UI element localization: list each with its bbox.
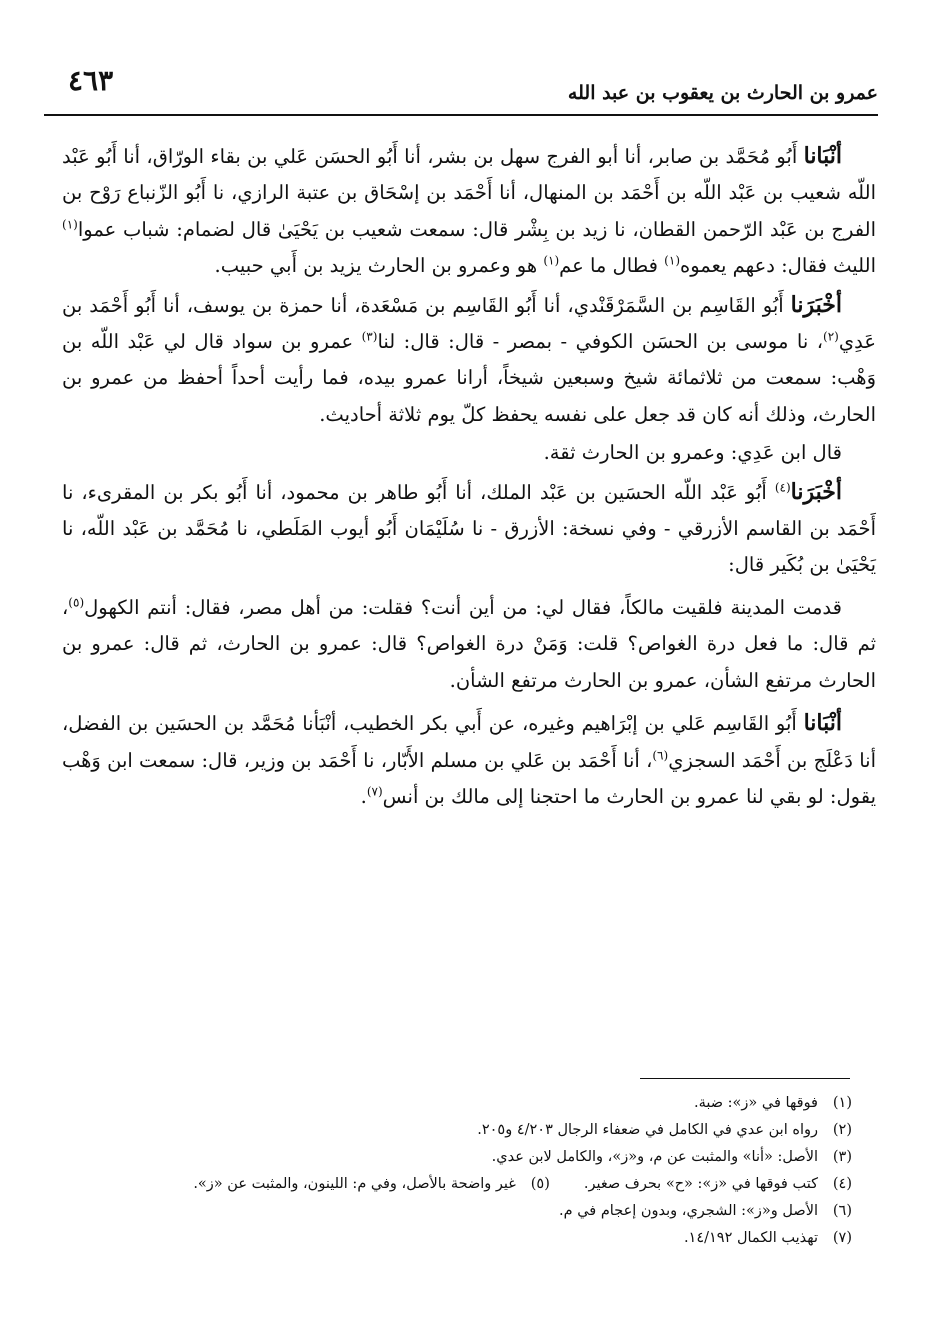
footnote-row: [40, 1171, 852, 1198]
footnote: [684, 1225, 852, 1252]
paragraph-text: .: [360, 784, 367, 808]
footnote: [694, 1090, 852, 1117]
page-header: [44, 58, 878, 116]
paragraph-lead: أخْبَرَنا: [790, 291, 842, 318]
footnote-ref: (١): [664, 253, 680, 268]
footnote-number: (٧): [832, 1230, 852, 1246]
footnote-ref: (١): [543, 253, 560, 268]
paragraph: [62, 705, 876, 815]
footnote: [477, 1117, 852, 1144]
paragraph-text: ، ثم قال: ما فعل درة الغواص؟ قلت: وَمَنْ درة الغواص؟ قال: عمرو بن الحارث، ثم قال: عمرو بن الحارث مرتفع الشأن، عمرو بن الحارث مرتفع الشأن.: [62, 595, 876, 692]
footnote-text: تهذيب الكمال ١٤/١٩٢.: [683, 1230, 818, 1246]
footnote-number: (٤): [832, 1176, 852, 1192]
paragraph: [62, 435, 876, 471]
footnote-row: [40, 1117, 852, 1144]
footnote-ref: (٥): [68, 595, 85, 610]
page-number: ٤٦٣: [68, 64, 114, 97]
footnote-text: كتب فوقها في «ز»: «ح» بحرف صغير.: [583, 1176, 818, 1192]
paragraph-text: أَبُو عَبْد اللّه الحسَين بن عَبْد الملك، أنا أَبُو طاهر بن محمود، أنا أَبُو بكر بن المقرىء، نا أَحْمَد بن القاسم الأزرقي - وفي نسخة: الأزرق - نا سُلَيْمَان أَبُو أيوب المَلَطي، نا مُحَمَّد بن عَبْد اللّه، نا يَحْيَىٰ بن بُكَير قال:: [62, 480, 876, 577]
footnote: [492, 1144, 852, 1171]
paragraph-text: أَبُو مُحَمَّد بن صابر، أنا أبو الفرج سهل بن بشر، أنا أَبُو الحسَن عَلي بن بقاء الورّاق، أنا أَبُو عَبْد اللّه شعيب بن عَبْد اللّه بن أَحْمَد بن المنهال، أنا أَحْمَد بن إسْحَاق بن عتبة الرازي، نا أَبُو الزّنباع رَوْح بن الفرج بن عَبْد الرّحمن القطان، نا زيد بن بِشْر قال: سمعت شعيب بن يَحْيَىٰ قال لضمام: شباب عموا: [62, 145, 876, 241]
paragraph-text: الليث فقال: دعهم يعموه: [680, 254, 876, 278]
footnote-ref: (٣): [361, 329, 378, 344]
paragraph: [62, 287, 876, 434]
footnote-number: (٦): [832, 1203, 852, 1219]
paragraph-lead: أخْبَرَنا: [790, 478, 842, 505]
footnote-row: [40, 1090, 852, 1117]
footnote: [584, 1171, 852, 1198]
footnote-divider: [640, 1078, 850, 1079]
footnote: [559, 1198, 852, 1225]
footnote-number: (١): [832, 1095, 852, 1111]
footnote-ref: (٢): [823, 329, 839, 344]
paragraph-lead: أنْبَانا: [803, 143, 843, 169]
footnote-ref: (٦): [652, 748, 669, 762]
footnote-row: [40, 1225, 852, 1252]
footnotes: [40, 1090, 852, 1252]
paragraph-text: ، أنا أَحْمَد بن عَلي بن مسلم الأَبّار، نا أَحْمَد بن وزير، قال: سمعت ابن وَهْب يقول: لو بقي لنا عمرو بن الحارث ما احتجنا إلى مالك بن أنس: [62, 748, 876, 808]
paragraph-text: هو وعمرو بن الحارث يزيد بن أَبي حبيب.: [214, 254, 544, 278]
footnote-number: (٢): [832, 1122, 852, 1138]
running-title: عمرو بن الحارث بن يعقوب بن عبد الله: [567, 82, 878, 104]
footnote-text: رواه ابن عدي في الكامل في ضعفاء الرجال ٤/٢٠٣ و٢٠٥.: [477, 1122, 818, 1138]
footnote-ref: (٧): [366, 784, 383, 799]
footnote-text: غير واضحة بالأصل، وفي م: اللينون، والمثبت عن «ز».: [193, 1176, 516, 1192]
paragraph-text: أَبُو القَاسِم بن السَّمَرْقَنْدي، أنا أَبُو القَاسِم بن مَسْعَدة، أنا حمزة بن يوسف، أنا أَبُو أَحْمَد بن عَدِي: [62, 293, 876, 354]
footnote-row: [40, 1144, 852, 1171]
paragraph-lead: أنْبَانا: [803, 710, 842, 737]
paragraph-text: ، نا موسى بن الحسَن الكوفي - بمصر - قال: قال: لنا: [377, 330, 824, 354]
paragraph-text: قال ابن عَدِي: وعمرو بن الحارث ثقة.: [543, 441, 842, 465]
footnote-number: (٥): [530, 1176, 550, 1192]
paragraph: [62, 138, 876, 285]
footnote: [193, 1171, 550, 1198]
paragraph: [62, 590, 876, 699]
footnote-text: الأصل و«ز»: الشجري، وبدون إعجام في م.: [559, 1203, 818, 1219]
paragraph-text: قدمت المدينة فلقيت مالكاً، فقال لي: من أين أنت؟ فقلت: من أهل مصر، فقال: أنتم الكهول: [84, 595, 842, 619]
footnote-number: (٣): [832, 1149, 852, 1165]
paragraph-text: فطال ما عم: [559, 254, 665, 278]
footnote-row: [40, 1198, 852, 1225]
footnote-ref: (١): [62, 217, 78, 232]
paragraph-text: أَبُو القَاسِم عَلي بن إبْرَاهيم وغيره، عن أَبي بكر الخطيب، أنْبَأنا مُحَمَّد بن الحسَين بن الفضل، أنا دَعْلَج بن أَحْمَد السجزي: [62, 712, 876, 772]
footnote-text: الأصل: «أنا» والمثبت عن م، و«ز»، والكامل لابن عدي.: [491, 1149, 818, 1165]
paragraph-text: عمرو بن سواد قال لي عَبْد اللّه بن وَهْب: سمعت من ثلاثمائة شيخ وسبعين شيخاً، أرانا عمرو بيده، فما رأيت أحداً أحفظ من عمرو بن الحارث، وذلك أنه كان قد جعل على نفسه يحفظ كلّ يوم ثلاثة أحاديث.: [62, 330, 876, 426]
footnote-text: فوقها في «ز»: ضبة.: [693, 1095, 818, 1111]
footnote-ref: (٤): [774, 480, 791, 495]
main-text: [62, 138, 876, 817]
paragraph: [62, 474, 876, 584]
